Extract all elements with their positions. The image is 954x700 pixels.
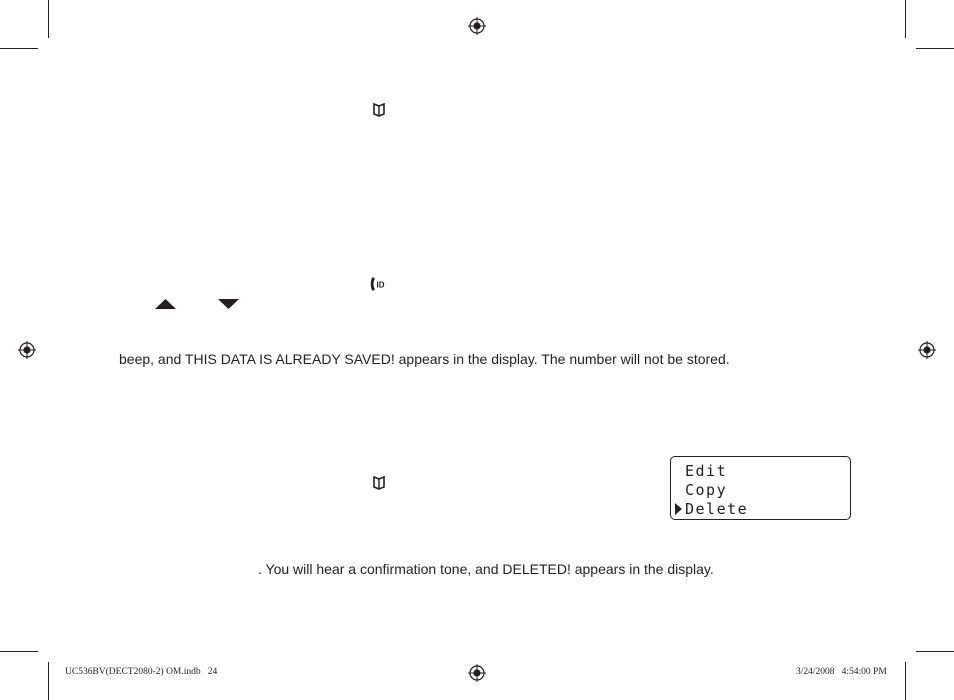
up-arrow-icon xyxy=(155,299,176,310)
footer-timestamp: 3/24/2008 4:54:00 PM xyxy=(796,667,887,677)
registration-mark-icon xyxy=(918,341,936,359)
lcd-display xyxy=(670,456,851,520)
registration-mark-icon xyxy=(18,341,36,359)
svg-text:ID: ID xyxy=(376,280,385,290)
registration-mark-icon xyxy=(468,17,486,35)
crop-mark-top-right-h xyxy=(916,48,954,49)
footer-file: UC536BV(DECT2080-2) OM.indb xyxy=(65,667,201,677)
footer-filename xyxy=(65,667,217,677)
crop-mark-top-left-h xyxy=(0,48,38,49)
crop-mark-top-right-v xyxy=(905,0,906,38)
down-arrow-icon xyxy=(218,299,239,310)
crop-mark-top-left-v xyxy=(48,0,49,38)
phonebook-icon xyxy=(373,103,385,117)
crop-mark-bottom-left-v xyxy=(48,662,49,700)
phonebook-icon xyxy=(373,476,385,490)
selection-cursor-icon xyxy=(675,503,683,515)
crop-mark-bottom-left-h xyxy=(0,651,38,652)
caller-id-icon xyxy=(369,276,388,292)
lcd-menu-item-delete: Delete xyxy=(685,500,749,518)
footer-page: 24 xyxy=(207,667,218,677)
crop-mark-bottom-right-h xyxy=(916,651,954,652)
lcd-menu-item-edit: Edit xyxy=(685,462,728,480)
crop-mark-bottom-right-v xyxy=(905,662,906,700)
saved-notice-text: beep, and THIS DATA IS ALREADY SAVED! appears in the display. The number will not be stored. xyxy=(119,351,730,367)
registration-mark-icon xyxy=(468,664,486,682)
lcd-menu-item-copy: Copy xyxy=(685,481,728,499)
deleted-notice-text: . You will hear a confirmation tone, and DELETED! appears in the display. xyxy=(258,561,714,577)
